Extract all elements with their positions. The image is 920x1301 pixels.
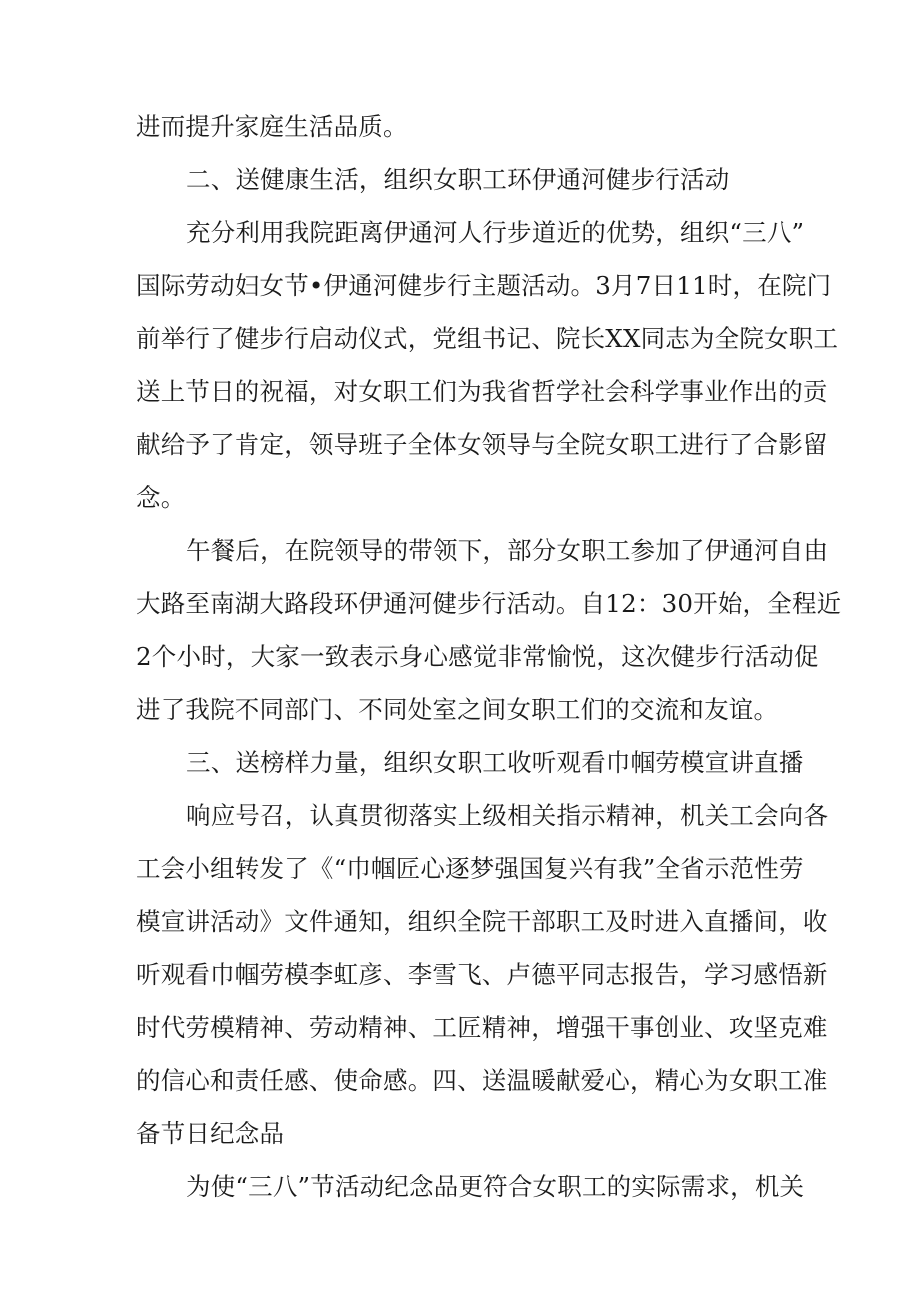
section-heading: 三、送榜样力量，组织女职工收听观看巾帼劳模宣讲直播: [186, 748, 804, 777]
paragraph-line: 的信心和责任感、使命感。四、送温暖献爱心，精心为女职工准: [136, 1066, 828, 1095]
paragraph-line: 献给予了肯定，领导班子全体女领导与全院女职工进行了合影留: [136, 430, 828, 459]
paragraph-line: 进了我院不同部门、不同处室之间女职工们的交流和友谊。: [136, 695, 779, 724]
paragraph-line: 备节日纪念品: [136, 1119, 285, 1148]
paragraph-line: 2个小时，大家一致表示身心感觉非常愉悦，这次健步行活动促: [136, 642, 819, 671]
paragraph-line: 听观看巾帼劳模李虹彦、李雪飞、卢德平同志报告，学习感悟新: [136, 960, 828, 989]
paragraph-line: 进而提升家庭生活品质。: [136, 112, 408, 141]
paragraph-line: 充分利用我院距离伊通河人行步道近的优势，组织“三八”: [186, 218, 805, 247]
paragraph-line: 时代劳模精神、劳动精神、工匠精神，增强干事创业、攻坚克难: [136, 1013, 828, 1042]
paragraph-line: 大路至南湖大路段环伊通河健步行活动。自12：30开始，全程近: [136, 589, 842, 618]
paragraph-line: 工会小组转发了《“巾帼匠心逐梦强国复兴有我”全省示范性劳: [136, 854, 804, 883]
paragraph-line: 为使“三八”节活动纪念品更符合女职工的实际需求，机关: [186, 1172, 805, 1201]
paragraph-line: 响应号召，认真贯彻落实上级相关指示精神，机关工会向各: [186, 801, 829, 830]
paragraph-line: 国际劳动妇女节•伊通河健步行主题活动。3月7日11时，在院门: [136, 271, 832, 300]
paragraph-line: 模宣讲活动》文件通知，组织全院干部职工及时进入直播间，收: [136, 907, 828, 936]
section-heading: 二、送健康生活，组织女职工环伊通河健步行活动: [186, 165, 730, 194]
paragraph-line: 送上节日的祝福，对女职工们为我省哲学社会科学事业作出的贡: [136, 377, 828, 406]
paragraph-line: 念。: [136, 483, 186, 512]
paragraph-line: 前举行了健步行启动仪式，党组书记、院长XX同志为全院女职工: [136, 324, 839, 353]
paragraph-line: 午餐后，在院领导的带领下，部分女职工参加了伊通河自由: [186, 536, 829, 565]
